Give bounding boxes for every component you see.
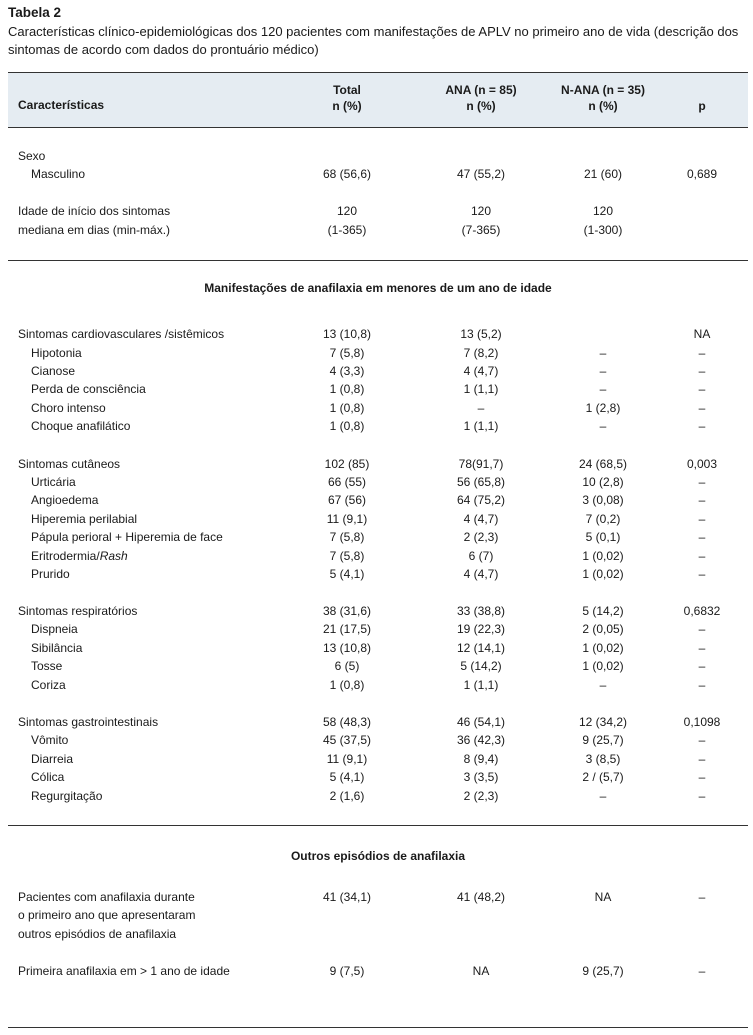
cell-total: 66 (55) <box>327 475 367 489</box>
cell-nana: 24 (68,5) <box>578 457 628 471</box>
cell-total: 13 (10,8) <box>322 327 372 341</box>
cell-nana: 21 (60) <box>583 167 623 181</box>
cell-p: – <box>698 549 706 563</box>
cell-ana: 36 (42,3) <box>456 733 506 747</box>
cell-nana: 5 (0,1) <box>585 530 621 544</box>
cell-p: 0,003 <box>686 457 718 471</box>
cell-total: (1-365) <box>327 223 367 237</box>
header-p: p <box>698 99 706 113</box>
cell-ana: 64 (75,2) <box>456 493 506 507</box>
table-bottom-rule <box>8 1027 748 1028</box>
cell-ana: (7-365) <box>461 223 501 237</box>
cell-ana: 41 (48,2) <box>456 890 506 904</box>
row-label: Coriza <box>31 678 66 692</box>
cell-ana: 8 (9,4) <box>463 752 499 766</box>
cell-p: NA <box>693 327 711 341</box>
table-row <box>0 906 753 924</box>
row-label: o primeiro ano que apresentaram <box>18 908 196 922</box>
cell-ana: 120 <box>470 204 492 218</box>
row-label: Choque anafilático <box>31 419 131 433</box>
cell-ana: 19 (22,3) <box>456 622 506 636</box>
row-label: Sintomas cardiovasculares /sistêmicos <box>18 327 225 341</box>
table-row <box>0 473 753 491</box>
table-row <box>0 528 753 546</box>
cell-nana: 1 (2,8) <box>585 401 621 415</box>
cell-ana: 13 (5,2) <box>460 327 502 341</box>
table-row <box>0 888 753 906</box>
row-label: mediana em dias (min-máx.) <box>18 223 171 237</box>
cell-ana: 46 (54,1) <box>456 715 506 729</box>
cell-p: – <box>698 567 706 581</box>
table-row <box>0 731 753 749</box>
cell-nana: 3 (0,08) <box>582 493 624 507</box>
cell-total: 21 (17,5) <box>322 622 372 636</box>
cell-total: 7 (5,8) <box>329 530 365 544</box>
cell-total: 68 (56,6) <box>322 167 372 181</box>
table-row <box>0 768 753 786</box>
cell-p: – <box>698 419 706 433</box>
table-row <box>0 147 753 165</box>
table-row <box>0 221 753 239</box>
cell-total: 11 (9,1) <box>326 752 368 766</box>
cell-ana: 2 (2,3) <box>463 530 499 544</box>
cell-nana: 1 (0,02) <box>582 659 624 673</box>
cell-ana: 7 (8,2) <box>463 346 499 360</box>
cell-total: 1 (0,8) <box>329 382 365 396</box>
row-label: Prurido <box>31 567 70 581</box>
cell-total: 13 (10,8) <box>322 641 372 655</box>
cell-nana: 9 (25,7) <box>582 733 624 747</box>
cell-nana: 1 (0,02) <box>582 641 624 655</box>
cell-p: – <box>698 475 706 489</box>
row-label: Choro intenso <box>31 401 106 415</box>
cell-ana: 1 (1,1) <box>463 382 499 396</box>
row-label: Hiperemia perilabial <box>31 512 138 526</box>
table-row <box>0 547 753 565</box>
cell-ana: 1 (1,1) <box>463 678 499 692</box>
row-label: Sintomas gastrointestinais <box>18 715 159 729</box>
cell-total: 9 (7,5) <box>329 964 365 978</box>
cell-total: 6 (5) <box>334 659 360 673</box>
table-row <box>0 602 753 620</box>
cell-nana: – <box>599 346 607 360</box>
cell-total: 7 (5,8) <box>329 346 365 360</box>
cell-ana: 56 (65,8) <box>456 475 506 489</box>
cell-nana: 1 (0,02) <box>582 567 624 581</box>
cell-p: – <box>698 346 706 360</box>
cell-nana: 2 (0,05) <box>582 622 624 636</box>
row-label: Eritrodermia/Rash <box>31 549 128 563</box>
table-row <box>0 787 753 805</box>
table-row <box>0 202 753 220</box>
row-label: Pacientes com anafilaxia durante <box>18 890 195 904</box>
table-row <box>0 620 753 638</box>
row-label: Dispneia <box>31 622 78 636</box>
table-row <box>0 380 753 398</box>
row-label: Angioedema <box>31 493 99 507</box>
cell-nana: 2 / (5,7) <box>582 770 624 784</box>
cell-ana: 3 (3,5) <box>463 770 499 784</box>
cell-nana: – <box>599 382 607 396</box>
row-label: Cólica <box>31 770 65 784</box>
row-label: Sexo <box>18 149 46 163</box>
cell-p: – <box>698 789 706 803</box>
table-row <box>0 491 753 509</box>
cell-ana: 33 (38,8) <box>456 604 506 618</box>
cell-p: – <box>698 401 706 415</box>
cell-p: – <box>698 641 706 655</box>
row-label: Diarreia <box>31 752 74 766</box>
row-label: Cianose <box>31 364 76 378</box>
cell-nana: – <box>599 789 607 803</box>
cell-total: 5 (4,1) <box>329 567 365 581</box>
cell-nana: – <box>599 419 607 433</box>
cell-p: – <box>698 770 706 784</box>
row-label: Vômito <box>31 733 69 747</box>
cell-ana: 6 (7) <box>468 549 494 563</box>
table-row <box>0 455 753 473</box>
cell-p: 0,6832 <box>683 604 721 618</box>
cell-nana: (1-300) <box>583 223 623 237</box>
cell-ana: 47 (55,2) <box>456 167 506 181</box>
row-label: Pápula perioral + Hiperemia de face <box>31 530 223 544</box>
cell-total: 7 (5,8) <box>329 549 365 563</box>
table-row <box>0 417 753 435</box>
header-nana: N-ANA (n = 35) n (%) <box>561 83 645 113</box>
table-row <box>0 962 753 980</box>
row-label: Urticária <box>31 475 76 489</box>
cell-total: 67 (56) <box>327 493 367 507</box>
section-divider <box>8 825 748 826</box>
cell-ana: 4 (4,7) <box>463 364 499 378</box>
cell-total: 38 (31,6) <box>322 604 372 618</box>
table-row <box>0 510 753 528</box>
table-row <box>0 165 753 183</box>
row-label: Hipotonia <box>31 346 82 360</box>
cell-ana: 5 (14,2) <box>460 659 502 673</box>
cell-nana: – <box>599 364 607 378</box>
cell-nana: 5 (14,2) <box>582 604 624 618</box>
cell-p: – <box>698 890 706 904</box>
row-label: Perda de consciência <box>31 382 146 396</box>
section-title-other-episodes: Outros episódios de anafilaxia <box>290 849 466 863</box>
cell-ana: 4 (4,7) <box>463 512 499 526</box>
cell-nana: 3 (8,5) <box>585 752 621 766</box>
table-title: Tabela 2 <box>8 5 62 20</box>
row-label: Sibilância <box>31 641 83 655</box>
cell-p: – <box>698 512 706 526</box>
table-caption: Características clínico-epidemiológicas dos 120 pacientes com manifestações de APLV no primeiro ano de vida (descrição dos sintomas de acordo com dados do prontuário médico) <box>8 24 739 57</box>
cell-ana: 2 (2,3) <box>463 789 499 803</box>
cell-total: 120 <box>336 204 358 218</box>
table-row <box>0 676 753 694</box>
cell-total: 102 (85) <box>324 457 370 471</box>
table-row <box>0 713 753 731</box>
table-row <box>0 750 753 768</box>
section-title-anaphylaxis: Manifestações de anafilaxia em menores de um ano de idade <box>204 281 552 295</box>
cell-total: 1 (0,8) <box>329 401 365 415</box>
cell-total: 5 (4,1) <box>329 770 365 784</box>
cell-p: – <box>698 382 706 396</box>
cell-nana: 120 <box>592 204 614 218</box>
cell-nana: NA <box>594 890 612 904</box>
row-label: Regurgitação <box>31 789 103 803</box>
header-ana: ANA (n = 85) n (%) <box>445 83 517 113</box>
cell-total: 1 (0,8) <box>329 419 365 433</box>
cell-nana: – <box>599 678 607 692</box>
row-label: Primeira anafilaxia em > 1 ano de idade <box>18 964 230 978</box>
cell-total: 45 (37,5) <box>322 733 372 747</box>
row-label: Tosse <box>31 659 63 673</box>
cell-p: – <box>698 752 706 766</box>
row-label: Idade de início dos sintomas <box>18 204 171 218</box>
table-row <box>0 565 753 583</box>
cell-ana: – <box>477 401 485 415</box>
cell-nana: 7 (0,2) <box>585 512 621 526</box>
cell-nana: 1 (0,02) <box>582 549 624 563</box>
cell-total: 4 (3,3) <box>329 364 365 378</box>
table-row <box>0 344 753 362</box>
cell-total: 58 (48,3) <box>322 715 372 729</box>
row-label: Masculino <box>31 167 86 181</box>
cell-total: 1 (0,8) <box>329 678 365 692</box>
cell-total: 2 (1,6) <box>329 789 365 803</box>
table-row <box>0 362 753 380</box>
cell-p: – <box>698 733 706 747</box>
header-total: Total n (%) <box>332 83 362 113</box>
cell-ana: 78(91,7) <box>458 457 504 471</box>
cell-p: – <box>698 622 706 636</box>
cell-nana: 12 (34,2) <box>578 715 628 729</box>
table-row <box>0 325 753 343</box>
cell-total: 11 (9,1) <box>326 512 368 526</box>
table-row <box>0 925 753 943</box>
cell-ana: 12 (14,1) <box>456 641 506 655</box>
row-label: Sintomas respiratórios <box>18 604 138 618</box>
cell-p: – <box>698 530 706 544</box>
cell-ana: 1 (1,1) <box>463 419 499 433</box>
row-label: Sintomas cutâneos <box>18 457 121 471</box>
cell-p: – <box>698 659 706 673</box>
row-label: outros episódios de anafilaxia <box>18 927 177 941</box>
cell-p: – <box>698 964 706 978</box>
table-row <box>0 399 753 417</box>
table-row <box>0 639 753 657</box>
cell-p: – <box>698 364 706 378</box>
cell-total: 41 (34,1) <box>322 890 372 904</box>
cell-nana: 9 (25,7) <box>582 964 624 978</box>
cell-p: 0,1098 <box>683 715 721 729</box>
section-divider <box>8 260 748 261</box>
cell-p: – <box>698 493 706 507</box>
cell-p: – <box>698 678 706 692</box>
header-characteristics: Características <box>18 98 105 112</box>
cell-nana: 10 (2,8) <box>582 475 624 489</box>
cell-ana: NA <box>472 964 490 978</box>
cell-p: 0,689 <box>686 167 718 181</box>
cell-ana: 4 (4,7) <box>463 567 499 581</box>
table-row <box>0 657 753 675</box>
